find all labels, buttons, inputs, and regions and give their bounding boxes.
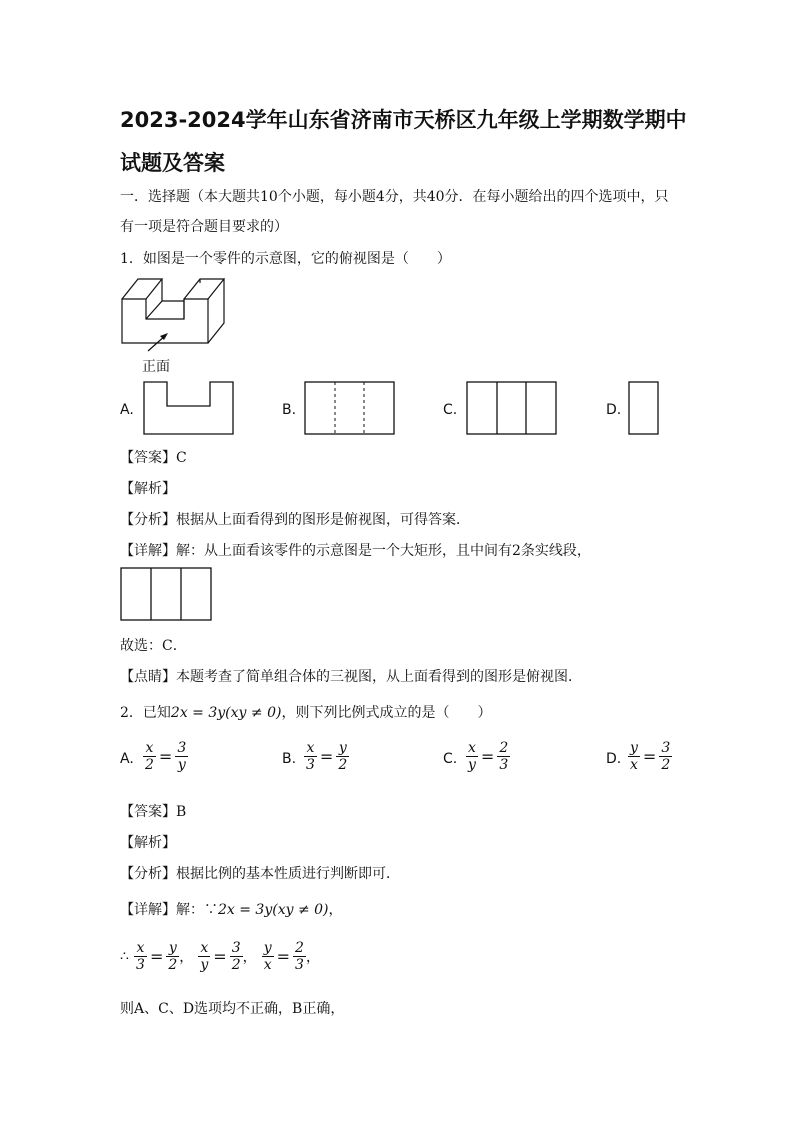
q2-xiangjie: 【详解】解：∵2x = 3y(xy ≠ 0)， bbox=[120, 902, 343, 918]
q1-dianjing: 【点睛】本题考查了简单组合体的三视图，从上面看得到的图形是俯视图． bbox=[120, 669, 582, 685]
q2-option-d-expr: $\frac{y}{x}$ = $\frac{3}{2}$ bbox=[630, 740, 671, 773]
q2-option-a-expr: $\frac{x}{2}$ = $\frac{3}{y}$ bbox=[145, 740, 187, 773]
q1-analysis-heading: 【解析】 bbox=[120, 481, 176, 497]
option-a-label: A. bbox=[120, 402, 134, 418]
q2-option-d-label: D. bbox=[606, 751, 622, 767]
q1-fenxi: 【分析】根据从上面看得到的图形是俯视图，可得答案． bbox=[120, 512, 470, 528]
option-c-label: C. bbox=[443, 402, 458, 418]
q2-option-b bbox=[282, 751, 296, 767]
option-d-label: D. bbox=[606, 402, 622, 418]
part-3d-figure bbox=[118, 275, 228, 375]
q2-derived-proportions: ∴ $\frac{x}{3}$ = $\frac{y}{2}$ ， $\frac{x}{y}$ = $\frac{3}{2}$ ， $\frac{y}{x}$ = $\frac{2}{3}$ ， bbox=[120, 940, 320, 973]
q2-option-d bbox=[606, 751, 621, 767]
q2-final: 则A、C、D选项均不正确，B正确， bbox=[120, 1001, 345, 1017]
q2-xiangjie-equation: 2x = 3y(xy ≠ 0) bbox=[218, 902, 329, 918]
question-2-stem bbox=[120, 702, 491, 722]
q2-fenxi: 【分析】根据比例的基本性质进行判断即可． bbox=[120, 866, 400, 882]
q2-option-c bbox=[443, 751, 457, 767]
q2-option-c-label: C. bbox=[443, 751, 458, 767]
page-title: 2023-2024学年山东省济南市天桥区九年级上学期数学期中 bbox=[120, 108, 687, 132]
q2-option-b-expr: $\frac{x}{3}$ = $\frac{y}{2}$ bbox=[306, 740, 348, 773]
q2-answer: 【答案】B bbox=[120, 804, 187, 820]
option-b-figure bbox=[304, 381, 396, 436]
option-d-figure bbox=[628, 381, 660, 436]
option-c-figure bbox=[466, 381, 558, 436]
q2-option-c-expr: $\frac{x}{y}$ = $\frac{2}{3}$ bbox=[468, 740, 509, 773]
q2-option-b-label: B. bbox=[282, 751, 297, 767]
q2-stem-prefix: 2．已知 bbox=[120, 705, 171, 721]
q2-analysis-heading: 【解析】 bbox=[120, 835, 176, 851]
q1-xiangjie: 【详解】解：从上面看该零件的示意图是一个大矩形，且中间有2条实线段， bbox=[120, 543, 591, 559]
q1-solution-figure bbox=[120, 567, 214, 623]
option-a-figure bbox=[143, 381, 235, 436]
front-view-label: 正面 bbox=[142, 359, 170, 375]
question-1-stem: 1．如图是一个零件的示意图，它的俯视图是（ ） bbox=[120, 251, 451, 267]
page-title-line2: 试题及答案 bbox=[120, 151, 225, 175]
q2-option-a-label: A. bbox=[120, 751, 134, 767]
q1-answer: 【答案】C bbox=[120, 450, 187, 466]
q2-stem-equation: 2x = 3y(xy ≠ 0) bbox=[170, 705, 282, 721]
q1-conclusion: 故选：C． bbox=[120, 638, 187, 654]
q2-xiangjie-prefix: 【详解】解：∵ bbox=[120, 902, 218, 918]
therefore-symbol: ∴ bbox=[120, 948, 129, 965]
option-b-label: B. bbox=[282, 402, 297, 418]
section-instructions: 一．选择题（本大题共10个小题，每小题4分，共40分．在每小题给出的四个选项中，只 bbox=[120, 189, 669, 205]
q2-option-a bbox=[120, 751, 134, 767]
q2-stem-suffix: ，则下列比例式成立的是（ ） bbox=[281, 705, 492, 721]
section-instructions-line2: 有一项是符合题目要求的） bbox=[120, 219, 288, 235]
